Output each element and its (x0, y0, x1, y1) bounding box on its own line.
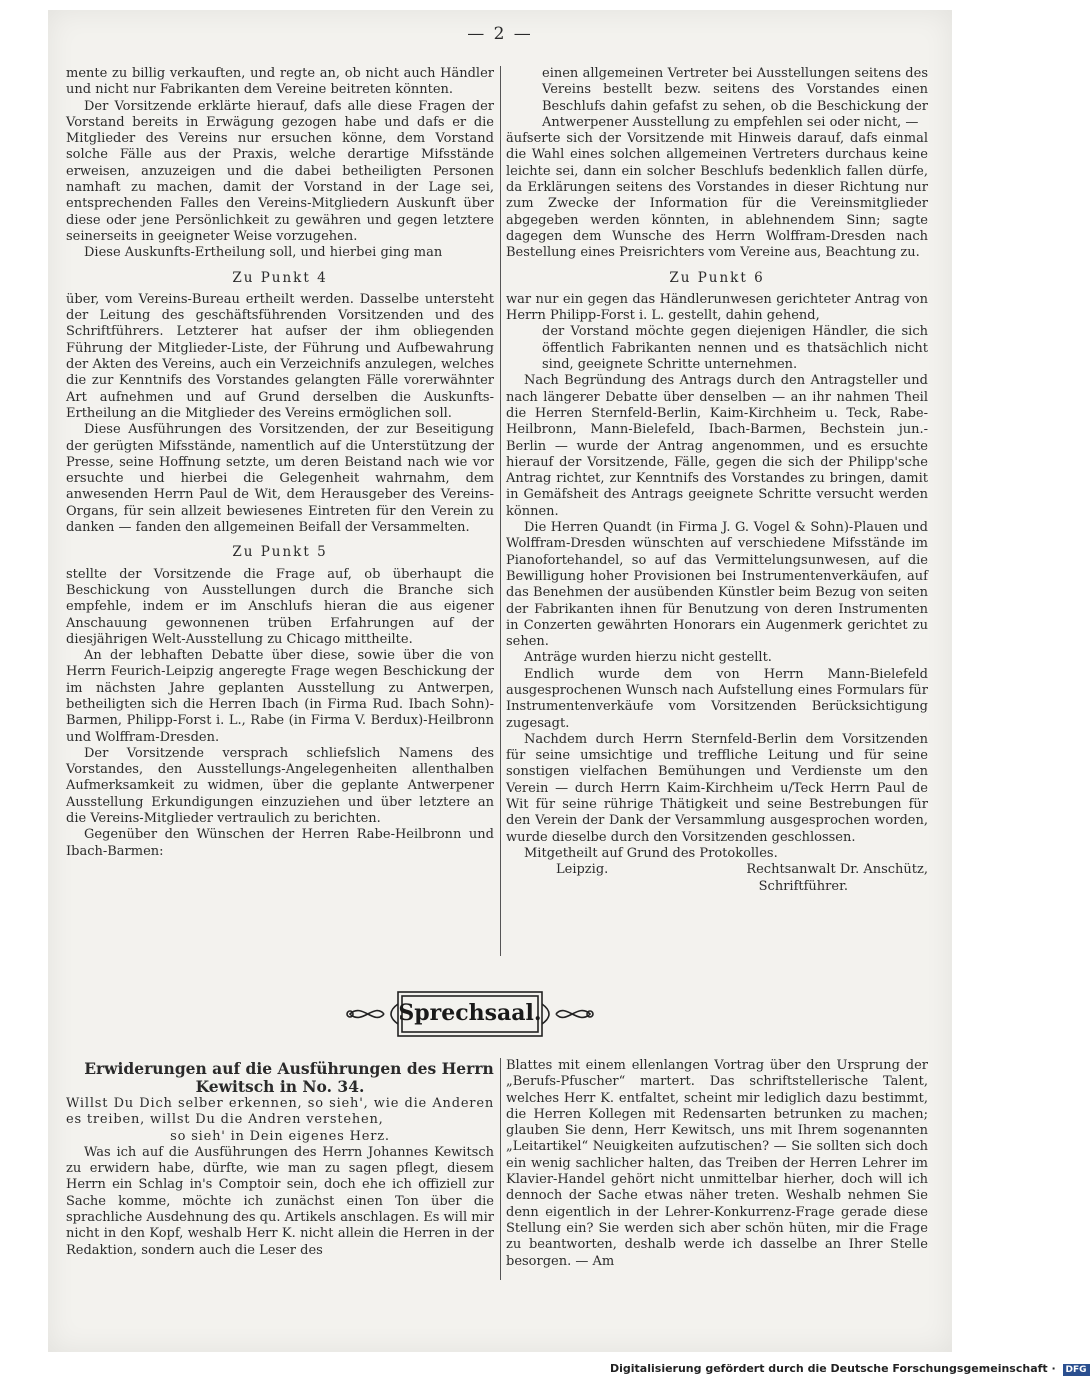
paragraph: Mitgetheilt auf Grund des Protokolles. (524, 845, 778, 861)
page-number: — 2 — (467, 24, 533, 44)
paragraph: Blattes mit einem ellenlangen Vortrag über den Ursprung der „Berufs-Pfuscher“ martert. Das schriftstellerische Talent, welches Herr K. entfaltet, scheint mir lediglich dazu bestimmt, die Herren Kollegen mit Redensarten betrunken zu machen; glauben Sie denn, Herr Kewitsch, uns mit Ihrem sogenannten „Leitartikel“ Neuigkeiten aufzutischen? — Sie sollten sich doch ein wenig sachlicher halten, das Treiben der Herren Lehrer im Klavier-Handel gehört nicht unmittelbar hierher, doch will ich dennoch der Sache etwas näher treten. Weshalb nehmen Sie denn eigentlich in der Lehrer-Konkurrenz-Frage gerade diese Stellung ein? Sie werden sich aber schön hüten, mir die Frage zu beantworten, deshalb werde ich dasselbe an Ihrer Stelle besorgen. — Am (506, 1058, 928, 1269)
signature-place: Leipzig. (556, 862, 609, 878)
paragraph: Nach Begründung des Antrags durch den Antragsteller und nach längerer Debatte über denselben — an ihr nahmen Theil die Herren Sternfeld-Berlin, Kaim-Kirchheim u. Teck, Rabe-Heilbronn, Mann-Bielefeld, Ibach-Barmen, Bechstein jun.-Berlin — wurde der Antrag angenommen, und es ersuchte hierauf der Vorsitzende, Fälle, gegen die sich der Philipp'sche Antrag richtet, zur Kenntnifs des Vorstandes zu bringen, damit in Gemäfsheit des Antrags geeignete Schritte versucht werden können. (506, 373, 928, 519)
paragraph: An der lebhaften Debatte über diese, sowie über die von Herrn Feurich-Leipzig angeregte Frage wegen Beschickung der im nächsten Jahre geplanten Ausstellung zu Antwerpen, betheiligten sich die Herren Ibach (in Firma Rud. Ibach Sohn)-Barmen, Philipp-Forst i. L., Rabe (in Firma V. Berdux)-Heilbronn und Wolffram-Dresden. (66, 648, 494, 745)
signature-role: Schriftführer. (758, 878, 848, 894)
quoted-request: einen allgemeinen Vertreter bei Ausstellungen seitens des Vereins bestellt bezw. seitens des Vorstandes einen Beschlufs dahin gefafst zu sehen, ob die Beschickung der Antwerpener Ausstellung zu empfehlen sei oder nicht, — (542, 66, 928, 130)
paragraph: mente zu billig verkauften, und regte an, ob nicht auch Händler und nicht nur Fabrikanten dem Vereine beitreten könnten. (66, 66, 494, 98)
section-heading-punkt-4: Zu Punkt 4 (232, 269, 328, 286)
article-right-column (506, 1058, 928, 1270)
paragraph: Nachdem durch Herrn Sternfeld-Berlin dem Vorsitzenden für seine umsichtige und treffliche Leitung und für seine sonstigen vielfachen Bemühungen und Verdienste um den Verein — durch Herrn Kaim-Kirchheim u/Teck Herrn Paul de Wit für seine rührige Thätigkeit und seine Bestrebungen für den Verein der Dank der Versammlung ausgesprochen worden, wurde dieselbe durch den Vorsitzenden geschlossen. (506, 731, 928, 845)
digitization-credit (610, 1362, 1090, 1376)
section-heading-punkt-6: Zu Punkt 6 (669, 269, 765, 286)
right-column (506, 66, 928, 895)
article-motto: Willst Du Dich selber erkennen, so sieh', wie die Anderen es treiben, willst Du die Andren verstehen, (66, 1096, 494, 1128)
paragraph: äufserte sich der Vorsitzende mit Hinweis darauf, dafs einmal die Wahl eines solchen allgemeinen Vertreters durchaus keine leichte sei, dann ein solcher Beschlufs bedenklich fallen dürfe, da Erklärungen seitens des Vorstandes in dieser Richtung nur zum Zwecke der Information für die Vereinsmitglieder abgegeben werden könnten, in ablehnendem Sinn; sagte dagegen dem Wunsche des Herrn Wolffram-Dresden nach Bestellung eines Preisrichters vom Vereine aus, Beachtung zu. (506, 131, 928, 261)
section-heading-punkt-5: Zu Punkt 5 (232, 544, 328, 561)
paragraph: Der Vorsitzende versprach schliefslich Namens des Vorstandes, den Ausstellungs-Angelegenheiten allenthalben Aufmerksamkeit zu widmen, über die geplante Antwerpener Ausstellung Erkundigungen einzuziehen und über letztere an die Vereins-Mitglieder vertraulich zu berichten. (66, 745, 494, 827)
paragraph: Endlich wurde dem von Herrn Mann-Bielefeld ausgesprochenen Wunsch nach Aufstellung eines Formulars für Instrumentenverkäufe vom Vorsitzenden Berücksichtigung zugesagt. (506, 666, 928, 731)
banner-title: Sprechsaal. (398, 1000, 542, 1026)
quoted-motion: der Vorstand möchte gegen diejenigen Händler, die sich öffentlich Fabrikanten nennen und es thatsächlich nicht sind, geeignete Schritte unternehmen. (542, 324, 928, 373)
paragraph: Gegenüber den Wünschen der Herren Rabe-Heilbronn und Ibach-Barmen: (66, 827, 494, 859)
paragraph: Die Herren Quandt (in Firma J. G. Vogel & Sohn)-Plauen und Wolffram-Dresden wünschten auf verschiedene Mifsstände im Pianofortehandel, so auf das Vermittelungsunwesen, auf die Bewilligung hoher Provisionen bei Instrumentenverkäufen, auf das Benehmen der ausübenden Künstler beim Bezug von seiten der Fabrikanten ihnen für Benutzung von deren Instrumenten in Conzerten gewährten Honorars ein Augenmerk gerichtet zu sehen. (506, 520, 928, 650)
paragraph: Was ich auf die Ausführungen des Herrn Johannes Kewitsch zu erwidern habe, dürfte, wie man zu sagen pflegt, diesem Herrn ein Schlag in's Comptoir sein, doch ehe ich offiziell zur Sache komme, möchte ich zunächst einen Ton über die sprachliche Ausdehnung des qu. Artikels anschlagen. Es will mir nicht in den Kopf, weshalb Herr K. nicht allein die Herren in der Redaktion, sondern auch die Leser des (66, 1144, 494, 1258)
paragraph: Anträge wurden hierzu nicht gestellt. (524, 650, 772, 666)
paragraph: stellte der Vorsitzende die Frage auf, ob überhaupt die Beschickung von Ausstellungen durch die Branche sich empfehle, indem er im Anschlufs hieran die aus eigener Anschauung gewonnenen trüben Erfahrungen auf der diesjährigen Welt-Ausstellung zu Chicago mittheilte. (66, 566, 494, 647)
paragraph: war nur ein gegen das Händlerunwesen gerichteter Antrag von Herrn Philipp-Forst i. L. gestellt, dahin gehend, (506, 291, 928, 324)
credit-text: Digitalisierung gefördert durch die Deutsche Forschungsgemeinschaft · (610, 1362, 1056, 1375)
article-motto-end: so sieh' in Dein eigenes Herz. (170, 1128, 390, 1144)
article-title: Erwiderungen auf die Ausführungen des Herrn Kewitsch in No. 34. (84, 1059, 494, 1096)
column-divider (500, 1058, 501, 1280)
dfg-logo: DFG (1063, 1364, 1090, 1376)
signature-line (506, 862, 928, 878)
paragraph: Diese Auskunfts-Ertheilung soll, und hierbei ging man (84, 245, 443, 261)
signature-name: Rechtsanwalt Dr. Anschütz, (746, 862, 928, 878)
column-divider (500, 66, 501, 956)
left-column (66, 66, 494, 860)
article-left-column (66, 1060, 494, 1259)
paragraph: über, vom Vereins-Bureau ertheilt werden. Dasselbe untersteht der Leitung des geschäftsführenden Vorsitzenden und des Schriftführers. Letzterer hat aufser der ihm obliegenden Führung der Mitglieder-Liste, der Führung und Aufbewahrung der Akten des Vereins, auch ein Verzeichnifs anzulegen, welches die zur Kenntnifs des Vorstandes gelangten Fälle vorerwähnter Art aufnehmen und auf Grund derselben die Auskunfts-Ertheilung an die Mitglieder des Vereins ermöglichen soll. (66, 291, 494, 421)
paragraph: Der Vorsitzende erklärte hierauf, dafs alle diese Fragen der Vorstand bereits in Erwägung gezogen habe und dafs er die Mitglieder des Vereins nur ersuchen könne, dem Vorstand solche Fälle aus der Praxis, welche derartige Mifsstände erweisen, anzuzeigen und die dabei betheiligten Personen namhaft zu machen, damit der Vorstand in der Lage sei, entsprechenden Falles den Vereins-Mitgliedern Auskunft über diese oder jene Persönlichkeit zu gewähren und gegen letztere seinerseits in geeigneter Weise vorzugehen. (66, 98, 494, 244)
sprechsaal-banner (344, 986, 596, 1042)
paragraph: Diese Ausführungen des Vorsitzenden, der zur Beseitigung der gerügten Mifsstände, namentlich auf die Unterstützung der Presse, seine Hoffnung setzte, um deren Beistand nach wie vor ersuchte und hierbei die Gelegenheit wahrnahm, dem anwesenden Herrn Paul de Wit, dem Herausgeber des Vereins-Organs, für sein allzeit bewiesenes Eintreten für den Verein zu danken — fanden den allgemeinen Beifall der Versammelten. (66, 422, 494, 536)
